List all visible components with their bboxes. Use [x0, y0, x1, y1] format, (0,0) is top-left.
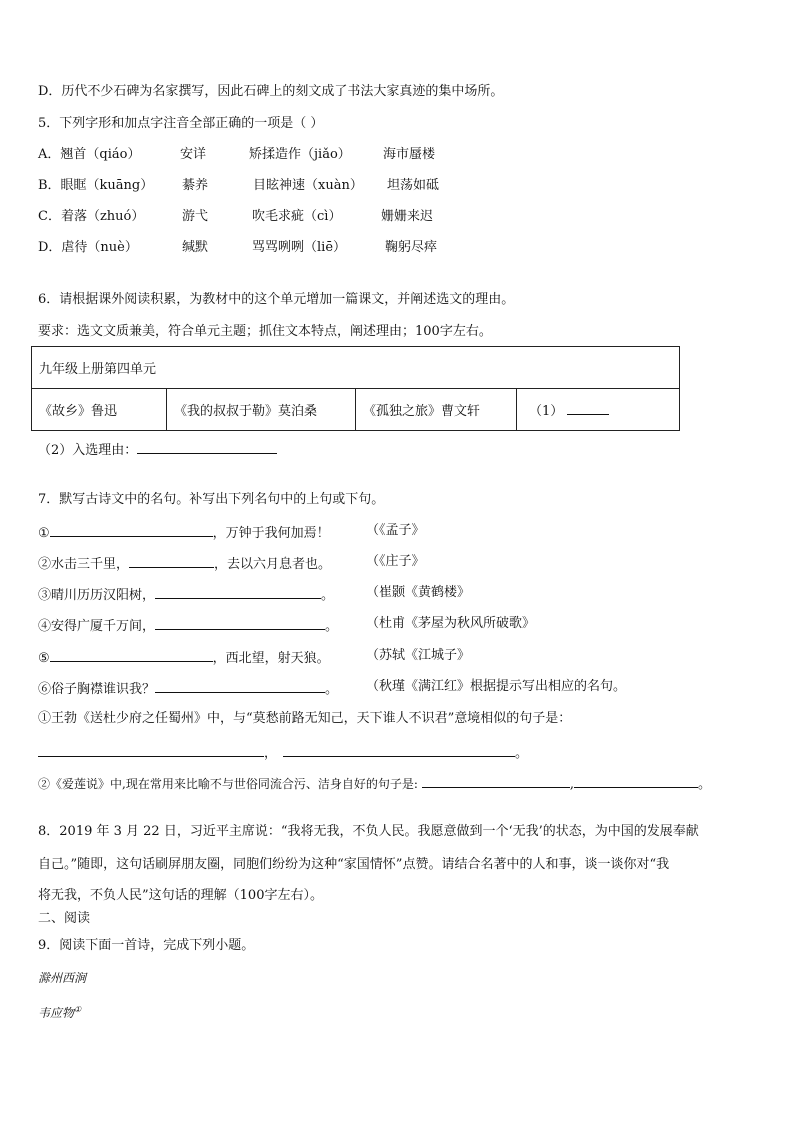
q6-reason: [38, 439, 277, 460]
sub-2-text: ②《爱莲说》中,现在常用来比喻不与世俗同流合污、洁身自好的句子是:: [38, 777, 418, 791]
answer-blank[interactable]: [155, 615, 325, 630]
q7-sub-1: ①王勃《送杜少府之任蜀州》中，与“莫愁前路无知己，天下谁人不识君”意境相似的句子是：: [38, 711, 572, 726]
answer-blank[interactable]: [129, 553, 214, 568]
table-cell-answer: [517, 389, 680, 431]
q5-cell: 缄默: [182, 240, 209, 255]
q7-item-2: [38, 553, 331, 574]
q7-source-2: （《庄子》: [366, 554, 425, 569]
item-text: ，西北望，射天狼。: [212, 651, 330, 666]
q4-option-d: D．历代不少石碑为名家撰写，因此石碑上的刻文成了书法大家真迹的集中场所。: [38, 84, 504, 99]
q8-line-3: 将无我，不负人民”这句话的理解（100字左右）。: [38, 888, 323, 903]
table-header: 九年级上册第四单元: [32, 347, 680, 389]
q5-cell: 綦养: [182, 178, 209, 193]
q7-sub-2: [38, 773, 711, 794]
table-cell: 《孤独之旅》曹文轩: [356, 389, 517, 431]
q7-source-3: （崔颢《黄鹤楼》: [366, 585, 471, 600]
q5-cell: B．眼眶（kuāng）: [38, 178, 154, 193]
q5-cell: 吹毛求疵（cì）: [252, 209, 342, 224]
q6-unit-table: [31, 346, 680, 431]
item-text: 。: [325, 682, 339, 697]
q7-item-1: [38, 522, 330, 543]
answer-blank[interactable]: [38, 742, 264, 757]
q8-line-1: 8．2019 年 3 月 22 日，习近平主席说：“我将无我，不负人民。我愿意做到一个‘无我’的状态，为中国的发展奉献: [38, 824, 699, 839]
answer-blank[interactable]: [50, 522, 213, 537]
table-cell: 《我的叔叔于勒》莫泊桑: [167, 389, 356, 431]
q5-cell: 安详: [180, 147, 207, 162]
separator: ，: [264, 746, 278, 761]
q5-cell: C．着落（zhuó）: [38, 209, 145, 224]
q5-cell: 鞠躬尽瘁: [385, 240, 438, 255]
q5-cell: D．虐待（nuè）: [38, 240, 138, 255]
item-prefix: ①: [38, 526, 50, 541]
q5-cell: 坦荡如砥: [387, 178, 440, 193]
reason-blank[interactable]: [137, 439, 277, 454]
q6-stem: 6．请根据课外阅读积累，为教材中的这个单元增加一篇课文，并阐述选文的理由。: [38, 292, 515, 307]
q5-cell: 目眩神速（xuàn）: [253, 178, 363, 193]
poem-title: 滁州西涧: [38, 971, 87, 985]
period: 。: [515, 746, 529, 761]
q5-cell: 游弋: [182, 209, 209, 224]
q5-cell: A．翘首（qiáo）: [38, 147, 141, 162]
footnote-mark: ①: [74, 1005, 82, 1014]
answer-label: （1）: [529, 404, 564, 419]
answer-blank[interactable]: [50, 647, 213, 662]
item-prefix: ③晴川历历汉阳树，: [38, 588, 156, 603]
answer-blank[interactable]: [283, 742, 515, 757]
item-prefix: ⑥俗子胸襟谁识我？: [38, 682, 156, 697]
q5-cell: 矫揉造作（jiǎo）: [249, 147, 351, 162]
q7-source-5: （苏轼《江城子》: [366, 648, 471, 663]
q7-item-6: [38, 678, 338, 699]
q7-source-4: （杜甫《茅屋为秋风所破歌》: [366, 616, 536, 631]
author-name: 韦应物: [38, 1006, 75, 1020]
answer-blank[interactable]: [155, 584, 321, 599]
q6-requirement: 要求：选文文质兼美，符合单元主题；抓住文本特点，阐述理由；100字左右。: [38, 324, 492, 339]
item-text: ，去以六月息者也。: [214, 557, 332, 572]
answer-blank[interactable]: [155, 678, 325, 693]
section-heading: 二、阅读: [38, 911, 91, 926]
q5-cell: 骂骂咧咧（liē）: [252, 240, 347, 255]
q7-source-6: （秋瑾《满江红》根据提示写出相应的名句。: [366, 679, 627, 694]
item-prefix: ④安得广厦千万间，: [38, 619, 156, 634]
q9-stem: 9．阅读下面一首诗，完成下列小题。: [38, 938, 255, 953]
answer-blank[interactable]: [422, 773, 570, 788]
poem-author: [38, 1001, 81, 1022]
item-prefix: ⑤: [38, 651, 50, 666]
q7-stem: 7．默写古诗文中的名句。补写出下列名句中的上句或下句。: [38, 492, 385, 507]
q7-item-5: [38, 647, 330, 668]
table-cell: 《故乡》鲁迅: [32, 389, 167, 431]
answer-blank[interactable]: [574, 773, 698, 788]
answer-blank[interactable]: [567, 400, 609, 415]
q7-item-3: [38, 584, 334, 605]
q5-stem: 5．下列字形和加点字注音全部正确的一项是（ ）: [38, 116, 324, 131]
q5-cell: 海市蜃楼: [383, 147, 436, 162]
item-text: 。: [321, 588, 335, 603]
q8-line-2: 自己。”随即，这句话刷屏朋友圈，同胞们纷纷为这种“家国情怀”点赞。请结合名著中的人和事，谈一谈你对“我: [38, 857, 670, 872]
reason-label: （2）入选理由：: [38, 443, 138, 458]
separator: ,: [569, 777, 575, 792]
item-text: 。: [325, 619, 339, 634]
item-text: ，万钟于我何加焉！: [212, 526, 330, 541]
q7-sub-1-answer: [38, 742, 528, 763]
q7-source-1: （《孟子》: [366, 523, 425, 538]
item-prefix: ②水击三千里，: [38, 557, 130, 572]
q7-item-4: [38, 615, 338, 636]
q5-cell: 姗姗来迟: [381, 209, 434, 224]
period: 。: [698, 777, 712, 792]
